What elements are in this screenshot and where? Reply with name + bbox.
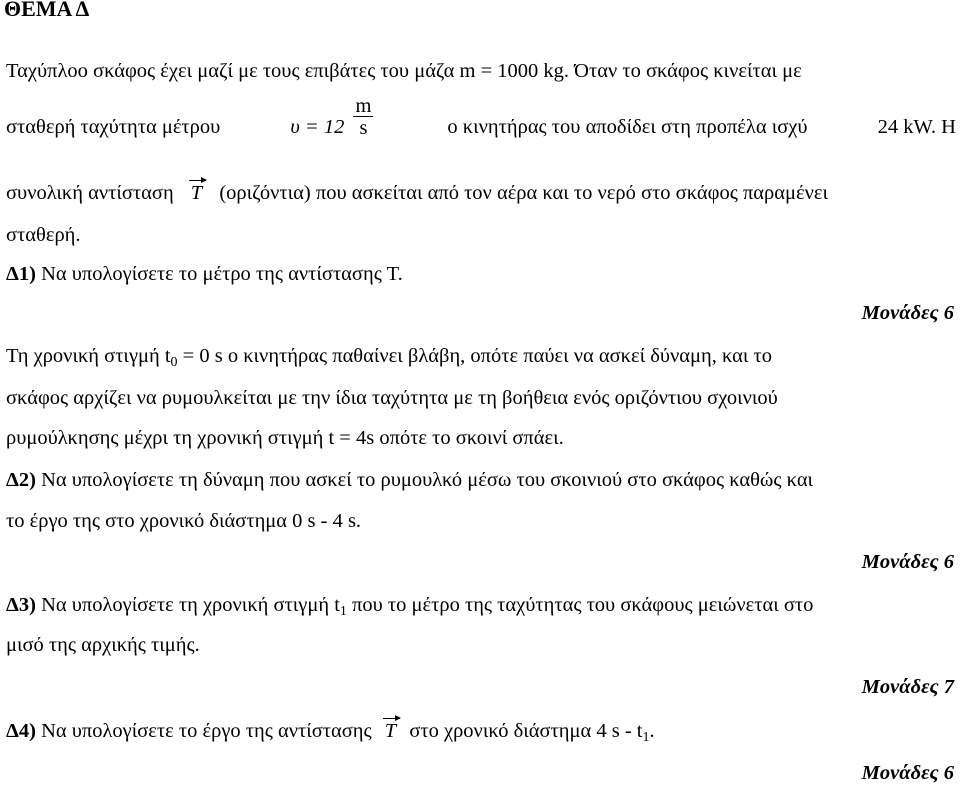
question-3-points: Μονάδες 7: [861, 676, 954, 698]
question-4-label: Δ4): [6, 720, 36, 742]
question-3-text-1a: Να υπολογίσετε τη χρονική στιγμή t: [41, 594, 340, 616]
para2-line-1: [6, 343, 956, 376]
intro-line-3b: (οριζόντια) που ασκείται από τον αέρα και το νερό στο σκάφος παραμένει: [219, 182, 829, 204]
question-4-text-b: στο χρονικό διάστημα 4 s - t: [409, 720, 643, 742]
question-1-label: Δ1): [6, 263, 36, 285]
para2-line-1a: Τη χρονική στιγμή t: [6, 345, 171, 367]
question-2-label: Δ2): [6, 469, 36, 491]
question-4-text-a: Να υπολογίσετε το έργο της αντίστασης: [41, 720, 372, 742]
question-4-text-c: .: [649, 720, 655, 742]
t1-subscript: 1: [339, 604, 347, 619]
intro-line-2c: 24 kW. Η: [877, 116, 956, 138]
intro-line-2: [6, 94, 956, 140]
para2-line-3: ρυμούλκησης μέχρι τη χρονική στιγμή t = 4s οπότε το σκοινί σπάει.: [6, 427, 564, 449]
question-2-text-1: Να υπολογίσετε τη δύναμη που ασκεί το ρυμουλκό μέσω του σκοινιού στο σκάφος καθώς και: [41, 469, 814, 491]
para2-line-1b: = 0 s ο κινητήρας παθαίνει βλάβη, οπότε παύει να ασκεί δύναμη, και το: [182, 345, 773, 367]
para2-line-2: σκάφος αρχίζει να ρυμουλκείται με την ίδια ταχύτητα με τη βοήθεια ενός οριζόντιου σχοινιού: [6, 387, 778, 409]
velocity-expression: [290, 94, 377, 140]
intro-line-2a: σταθερή ταχύτητα μέτρου: [6, 116, 221, 138]
question-3-text-1b: που το μέτρο της ταχύτητας του σκάφους μειώνεται στο: [352, 594, 814, 616]
question-2-line-1: [6, 467, 956, 493]
intro-line-3a: συνολική αντίσταση: [6, 182, 174, 204]
unit-denominator: s: [359, 116, 368, 139]
unit-numerator: m: [355, 94, 372, 117]
t0-subscript: 0: [170, 355, 178, 370]
question-1-points: Μονάδες 6: [861, 302, 954, 324]
question-3-line-2: μισό της αρχικής τιμής.: [6, 634, 200, 656]
resistance-vector-symbol: T: [190, 182, 203, 204]
question-1: [6, 261, 956, 287]
question-3-line-1: [6, 592, 956, 625]
velocity-value: = 12: [304, 116, 345, 138]
velocity-symbol: υ: [290, 116, 300, 138]
question-4: [6, 718, 956, 751]
intro-line-4: σταθερή.: [6, 224, 81, 246]
question-2-points: Μονάδες 6: [861, 551, 954, 573]
question-4-points: Μονάδες 6: [861, 762, 954, 784]
velocity-unit: [353, 96, 373, 139]
question-2-line-2: το έργο της στο χρονικό διάστημα 0 s - 4 s.: [6, 510, 362, 532]
resistance-vector-symbol-2: T: [384, 720, 397, 742]
question-1-text: Να υπολογίσετε το μέτρο της αντίστασης Τ.: [41, 263, 403, 285]
intro-line-3: [6, 180, 956, 206]
question-3-label: Δ3): [6, 594, 36, 616]
intro-line-2b: ο κινητήρας του αποδίδει στη προπέλα ισχύ: [447, 116, 808, 138]
section-title: ΘΕΜΑ Δ: [4, 0, 90, 21]
t1-subscript-2: 1: [642, 730, 650, 745]
intro-line-1: Ταχύπλοο σκάφος έχει μαζί με τους επιβάτες του μάζα m = 1000 kg. Όταν το σκάφος κινείται με: [6, 60, 802, 82]
